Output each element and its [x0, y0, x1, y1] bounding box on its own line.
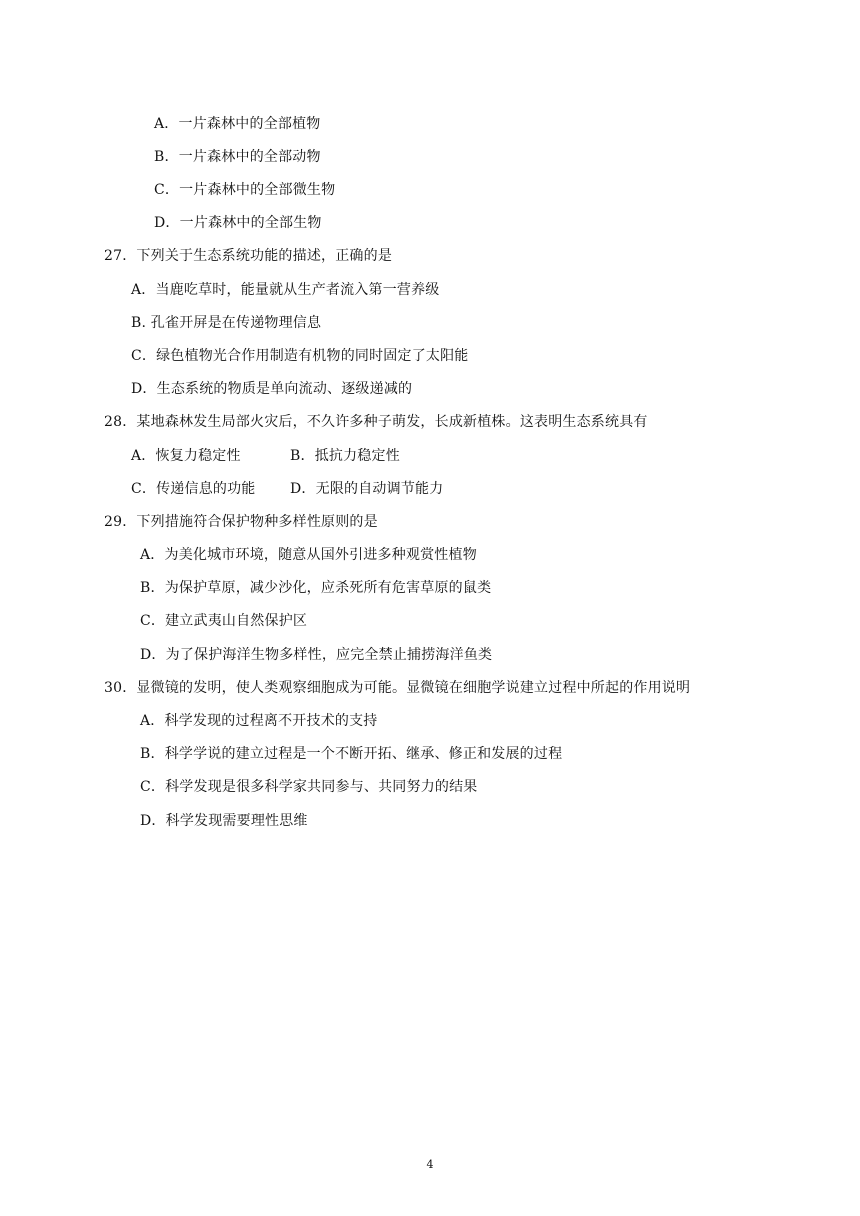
q29-option-a: A．为美化城市环境，随意从国外引进多种观赏性植物: [140, 547, 477, 563]
q26-option-a: A．一片森林中的全部植物: [154, 116, 321, 132]
q29-option-c: C．建立武夷山自然保护区: [140, 613, 308, 629]
q29-option-b: B．为保护草原，减少沙化，应杀死所有危害草原的鼠类: [140, 580, 492, 596]
q30-option-d: D．科学发现需要理性思维: [140, 813, 308, 829]
page-number: 4: [426, 1158, 434, 1171]
q27-option-c: C．绿色植物光合作用制造有机物的同时固定了太阳能: [131, 348, 469, 364]
q28-stem: 28．某地森林发生局部火灾后，不久许多种子萌发，长成新植株。这表明生态系统具有: [104, 414, 648, 430]
q26-option-c: C．一片森林中的全部微生物: [154, 182, 336, 198]
q28-option-a: A．恢复力稳定性: [131, 448, 241, 464]
q29-option-d: D．为了保护海洋生物多样性，应完全禁止捕捞海洋鱼类: [140, 647, 493, 663]
q28-option-d: D．无限的自动调节能力: [290, 481, 444, 497]
q30-option-a: A．科学发现的过程离不开技术的支持: [140, 713, 378, 729]
q27-option-a: A．当鹿吃草时，能量就从生产者流入第一营养级: [131, 282, 440, 298]
q28-option-c: C．传递信息的功能: [131, 481, 256, 497]
q26-option-d: D．一片森林中的全部生物: [154, 215, 322, 231]
q30-stem: 30．显微镜的发明，使人类观察细胞成为可能。显微镜在细胞学说建立过程中所起的作用说明: [104, 680, 691, 696]
q27-option-b: B. 孔雀开屏是在传递物理信息: [131, 315, 322, 331]
q28-option-b: B．抵抗力稳定性: [290, 448, 400, 464]
q29-stem: 29．下列措施符合保护物种多样性原则的是: [104, 514, 378, 530]
q30-option-c: C．科学发现是很多科学家共同参与、共同努力的结果: [140, 779, 478, 795]
q30-option-b: B．科学学说的建立过程是一个不断开拓、继承、修正和发展的过程: [140, 746, 563, 762]
q27-stem: 27．下列关于生态系统功能的描述，正确的是: [104, 248, 393, 264]
q27-option-d: D．生态系统的物质是单向流动、逐级递减的: [131, 381, 413, 397]
q26-option-b: B．一片森林中的全部动物: [154, 149, 321, 165]
